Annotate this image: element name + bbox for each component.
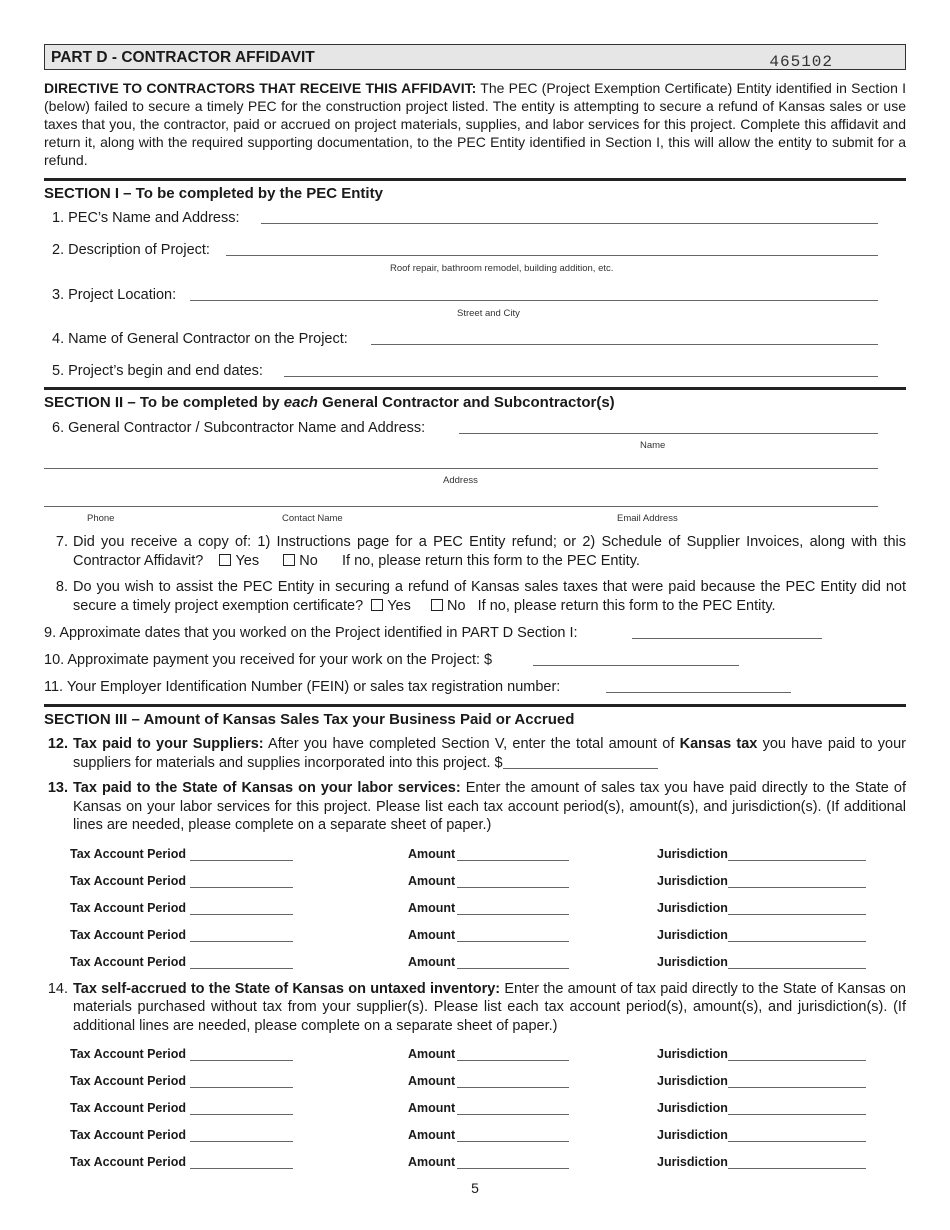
q7-no-checkbox[interactable] [283,554,295,566]
jurisdiction-label: Jurisdiction [657,900,728,915]
labor-tax-period-field[interactable] [190,956,293,969]
q8-no-checkbox[interactable] [431,599,443,611]
amount-label: Amount [408,1047,456,1061]
tax-period-label: Tax Account Period [70,1128,186,1142]
inventory-tax-jurisdiction-field[interactable] [728,1075,866,1088]
q1-row [44,208,906,228]
project-description-field[interactable] [226,240,878,256]
inventory-tax-jurisdiction-field[interactable] [728,1156,866,1169]
jurisdiction-label: Jurisdiction [657,873,728,888]
labor-tax-period-field[interactable] [190,902,293,915]
labor-tax-period-field[interactable] [190,929,293,942]
affidavit-form [44,44,906,1176]
q10-label: 10. Approximate payment you received for your work on the Project: $ [44,652,493,668]
q3-row [44,285,906,319]
contact-name-caption: Contact Name [282,513,343,524]
contractor-contact-field[interactable] [44,491,878,507]
tax-period-label: Tax Account Period [70,1155,186,1169]
tax-row [44,1095,906,1122]
q5-row [44,361,906,381]
q14-lead: Tax self-accrued to the State of Kansas on untaxed inventory: [73,980,501,997]
section-divider [44,704,906,707]
labor-tax-jurisdiction-field[interactable] [728,848,866,861]
tax-period-label: Tax Account Period [70,1047,186,1061]
jurisdiction-label: Jurisdiction [657,954,728,969]
amount-label: Amount [408,846,456,861]
tax-period-label: Tax Account Period [70,954,186,969]
q2-caption: Roof repair, bathroom remodel, building addition, etc. [390,263,614,274]
inventory-tax-table [44,1041,906,1176]
inventory-tax-jurisdiction-field[interactable] [728,1102,866,1115]
amount-label: Amount [408,927,456,942]
q13-lead: Tax paid to the State of Kansas on your labor services: [73,780,461,796]
general-contractor-field[interactable] [371,329,878,345]
payment-amount-field[interactable] [533,650,739,666]
inventory-tax-amount-field[interactable] [457,1129,569,1142]
q6-label: 6. General Contractor / Subcontractor Name and Address: [52,420,426,436]
work-dates-field[interactable] [632,623,822,639]
q8-paragraph [44,578,906,615]
section-3-title: SECTION III – Amount of Kansas Sales Tax your Business Paid or Accrued [44,711,575,728]
labor-tax-period-field[interactable] [190,875,293,888]
tax-period-label: Tax Account Period [70,846,186,861]
email-caption: Email Address [617,513,678,524]
section-2-title-em: each [283,394,318,411]
tax-row [44,868,906,895]
labor-tax-amount-field[interactable] [457,902,569,915]
section-1-title: SECTION I – To be completed by the PEC Entity [44,185,383,202]
inventory-tax-jurisdiction-field[interactable] [728,1129,866,1142]
inventory-tax-period-field[interactable] [190,1129,293,1142]
q7-yes-checkbox[interactable] [219,554,231,566]
inventory-tax-amount-field[interactable] [457,1156,569,1169]
q13-paragraph [44,779,906,835]
amount-label: Amount [408,1128,456,1142]
tax-period-label: Tax Account Period [70,927,186,942]
jurisdiction-label: Jurisdiction [657,1155,728,1169]
tax-row [44,949,906,976]
part-header [44,44,906,70]
q12-text-a: After you have completed Section V, enter the total amount of [263,736,680,752]
jurisdiction-label: Jurisdiction [657,927,728,942]
q7-number: 7. [55,534,68,550]
q2-row [44,240,906,274]
q14-text: Enter the amount of tax paid directly to the State of Kansas on materials purchased without tax from your supplier(s). Please list each tax account period(s), amount(s), and jurisdiction(s). (If additional lines are needed, please complete on a separate sheet of paper.) [73,980,906,1034]
amount-label: Amount [408,1074,456,1088]
q7-no-label: No [299,552,318,569]
inventory-tax-period-field[interactable] [190,1075,293,1088]
q7-note: If no, please return this form to the PEC Entity. [341,552,640,569]
q3-caption: Street and City [457,308,520,319]
q3-label: 3. Project Location: [52,287,177,303]
address-row [44,453,906,486]
project-dates-field[interactable] [284,361,878,377]
labor-tax-jurisdiction-field[interactable] [728,902,866,915]
name-caption: Name [640,440,666,451]
q13-text: Enter the amount of sales tax you have paid directly to the State of Kansas on your labor services for this project. Please list each tax account period(s), amount(s), and jurisdiction(s). (If additional lines are needed, please complete on a separate sheet of paper.) [73,780,907,833]
contractor-address-field[interactable] [44,453,878,469]
labor-tax-amount-field[interactable] [457,956,569,969]
tax-row [44,1041,906,1068]
fein-field[interactable] [606,677,791,693]
q8-no-label: No [447,597,466,614]
q8-number: 8. [55,579,68,595]
section-2-title-b: General Contractor and Subcontractor(s) [317,394,615,411]
q1-label: 1. PEC’s Name and Address: [52,210,240,226]
tax-period-label: Tax Account Period [70,1074,186,1088]
q5-label: 5. Project’s begin and end dates: [52,363,263,379]
tax-row [44,841,906,868]
amount-label: Amount [408,1101,456,1115]
directive-text: The PEC (Project Exemption Certificate) Entity identified in Section I (below) failed to secure a timely PEC for the construction project listed. The entity is attempting to secure a refund of Kansas sales or use taxes that you, the contractor, paid or accrued on project materials, supplies, and labor services for this project. Complete this affidavit and return it, along with the required supporting documentation, to the PEC Entity identified in Section I, this will allow the entity to submit for a refund. [44,80,907,168]
q9-label: 9. Approximate dates that you worked on the Project identified in PART D Section I: [44,625,578,641]
inventory-tax-period-field[interactable] [190,1048,293,1061]
q13-number: 13. [47,780,68,796]
q7-yes-label: Yes [235,552,260,569]
tax-row [44,895,906,922]
q11-row [44,677,906,697]
tax-row [44,1149,906,1176]
labor-tax-table [44,841,906,976]
inventory-tax-period-field[interactable] [190,1102,293,1115]
q12-text-b: you have paid to your suppliers for materials and supplies incorporated into this project. $ [73,736,906,771]
q12-bold: Kansas tax [679,736,758,752]
directive-lead: DIRECTIVE TO CONTRACTORS THAT RECEIVE THIS AFFIDAVIT: [44,80,477,96]
section-2-title [44,393,906,413]
amount-label: Amount [408,954,456,969]
contact-row [44,491,906,524]
q7-paragraph [44,533,906,570]
amount-label: Amount [408,1155,456,1169]
address-caption: Address [443,475,478,486]
tax-period-label: Tax Account Period [70,1101,186,1115]
q11-label: 11. Your Employer Identification Number (FEIN) or sales tax registration number: [44,679,561,695]
amount-label: Amount [408,900,456,915]
q8-yes-label: Yes [387,597,411,614]
q7-text: Did you receive a copy of: 1) Instructions page for a PEC Entity refund; or 2) Schedule of Supplier Invoices, along with this Contractor Affidavit? [73,534,906,569]
labor-tax-period-field[interactable] [190,848,293,861]
project-location-field[interactable] [190,285,878,301]
supplier-tax-field[interactable] [503,755,658,769]
q14-number: 14. [47,980,68,997]
q4-label: 4. Name of General Contractor on the Project: [52,331,348,347]
q8-note: If no, please return this form to the PEC Entity. [477,597,776,614]
section-divider [44,387,906,390]
pec-name-address-field[interactable] [261,208,878,224]
labor-tax-amount-field[interactable] [457,875,569,888]
page-number: 5 [471,1180,479,1196]
q12-paragraph [44,735,906,772]
jurisdiction-label: Jurisdiction [657,1128,728,1142]
amount-label: Amount [408,873,456,888]
inventory-tax-jurisdiction-field[interactable] [728,1048,866,1061]
q10-row [44,650,906,670]
q9-row [44,623,906,643]
tax-period-label: Tax Account Period [70,900,186,915]
tax-row [44,1068,906,1095]
labor-tax-amount-field[interactable] [457,929,569,942]
section-2-title-a: SECTION II – To be completed by [44,394,284,411]
labor-tax-jurisdiction-field[interactable] [728,929,866,942]
section-divider [44,178,906,181]
part-title: PART D - CONTRACTOR AFFIDAVIT [51,49,315,66]
jurisdiction-label: Jurisdiction [657,1101,728,1115]
directive-paragraph [44,79,906,169]
inventory-tax-amount-field[interactable] [457,1075,569,1088]
q4-row [44,329,906,349]
labor-tax-jurisdiction-field[interactable] [728,956,866,969]
tax-row [44,1122,906,1149]
tax-period-label: Tax Account Period [70,873,186,888]
tax-row [44,922,906,949]
jurisdiction-label: Jurisdiction [657,1047,728,1061]
contractor-name-field[interactable] [459,418,878,434]
inventory-tax-amount-field[interactable] [457,1048,569,1061]
q6-row [44,418,906,451]
jurisdiction-label: Jurisdiction [657,1074,728,1088]
labor-tax-jurisdiction-field[interactable] [728,875,866,888]
jurisdiction-label: Jurisdiction [657,846,728,861]
labor-tax-amount-field[interactable] [457,848,569,861]
q14-paragraph [44,980,906,1036]
inventory-tax-period-field[interactable] [190,1156,293,1169]
form-number: 465102 [769,53,833,71]
q12-number: 12. [47,736,68,752]
phone-caption: Phone [87,513,115,524]
q8-text: Do you wish to assist the PEC Entity in securing a refund of Kansas sales taxes that were paid because the PEC Entity did not secure a timely project exemption certificate? [73,579,906,614]
q12-lead: Tax paid to your Suppliers: [73,736,264,752]
q2-label: 2. Description of Project: [52,242,210,258]
q8-yes-checkbox[interactable] [371,599,383,611]
inventory-tax-amount-field[interactable] [457,1102,569,1115]
